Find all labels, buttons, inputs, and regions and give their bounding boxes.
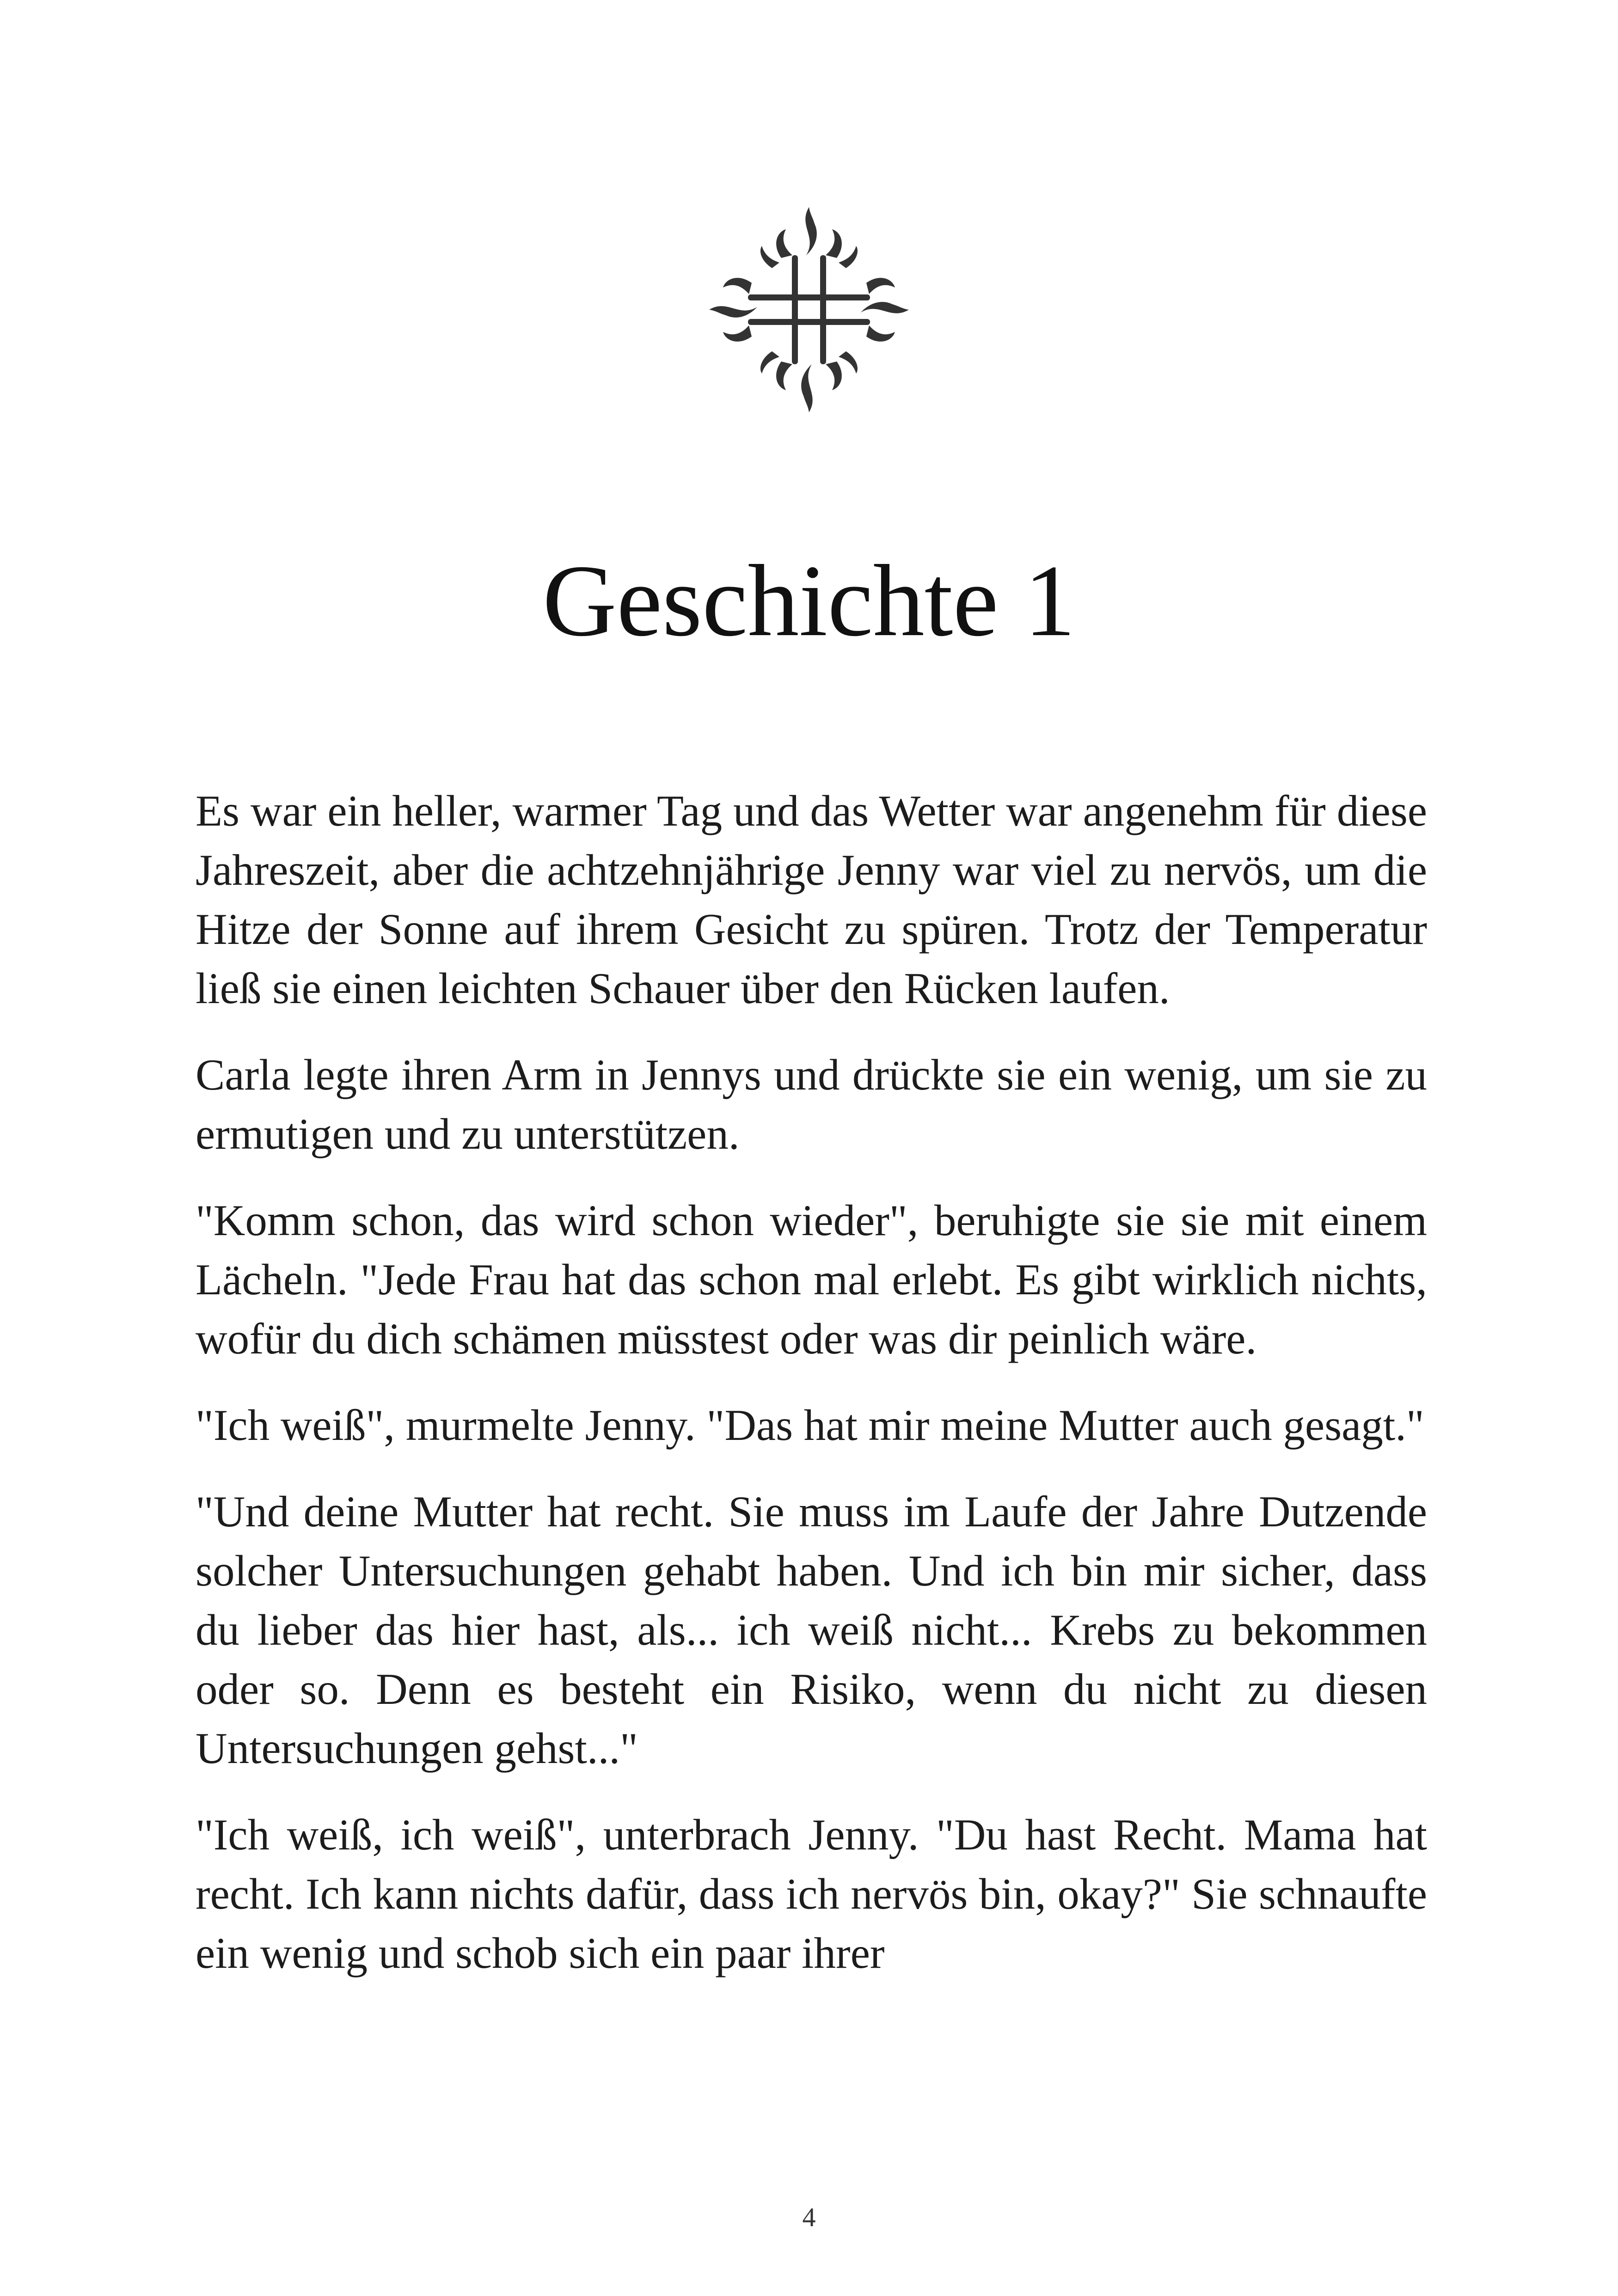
paragraph: Carla legte ihren Arm in Jennys und drückte sie ein wenig, um sie zu ermutigen und zu unterstützen.: [196, 1050, 1427, 1158]
paragraph: "Ich weiß, ich weiß", unterbrach Jenny. "Du hast Recht. Mama hat recht. Ich kann nichts dafür, dass ich nervös bin, okay?" Sie schnaufte ein wenig und schob sich ein paar ihrer: [196, 1810, 1427, 1978]
cross-flourish-icon: [707, 203, 911, 416]
paragraph: Es war ein heller, warmer Tag und das Wetter war angenehm für diese Jahreszeit, aber die achtzehnjährige Jenny war viel zu nervös, um die Hitze der Sonne auf ihrem Gesicht zu spüren. Trotz der Temperatur ließ sie einen leichten Schauer über den Rücken laufen.: [196, 786, 1427, 1013]
page-number: 4: [802, 2202, 816, 2232]
chapter-title: Geschichte 1: [542, 544, 1076, 658]
paragraph: "Und deine Mutter hat recht. Sie muss im Laufe der Jahre Dutzende solcher Untersuchungen gehabt haben. Und ich bin mir sicher, dass du lieber das hier hast, als... ich weiß nicht... Krebs zu bekommen oder so. Denn es besteht ein Risiko, wenn du nicht zu diesen Untersuchungen gehst...": [196, 1487, 1427, 1773]
paragraph: "Ich weiß", murmelte Jenny. "Das hat mir meine Mutter auch gesagt.": [196, 1401, 1424, 1450]
chapter-body: [196, 781, 1427, 2010]
paragraph: "Komm schon, das wird schon wieder", beruhigte sie sie mit einem Lächeln. "Jede Frau hat das schon mal erlebt. Es gibt wirklich nichts, wofür du dich schämen müsstest oder was dir peinlich wäre.: [196, 1196, 1427, 1363]
